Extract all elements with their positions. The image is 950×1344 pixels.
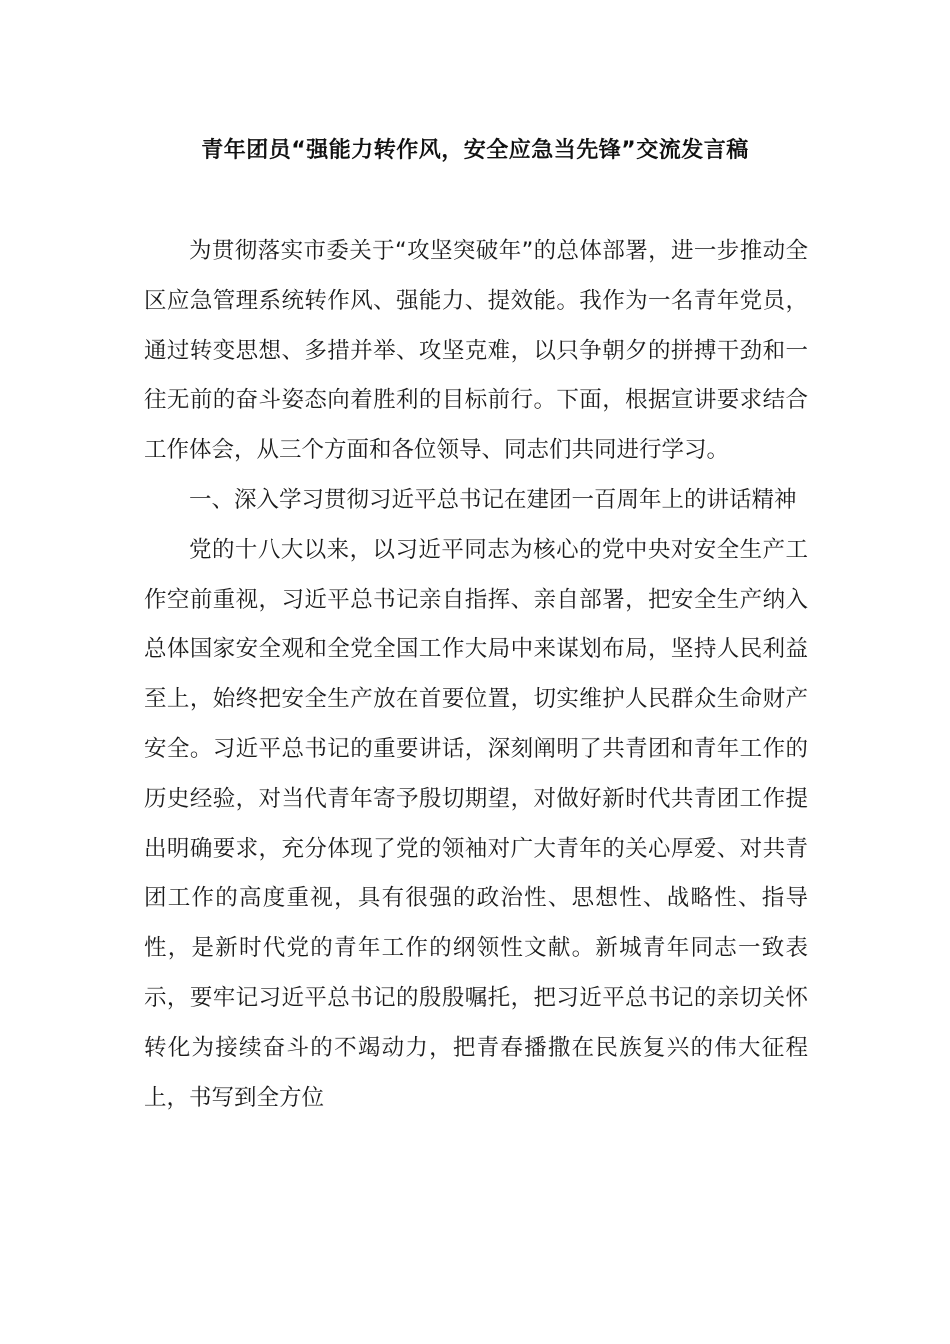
document-body — [144, 227, 808, 1123]
section-heading: 一、深入学习贯彻习近平总书记在建团一百周年上的讲话精神 — [189, 486, 797, 513]
document-title: 青年团员“强能力转作风，安全应急当先锋”交流发言稿 — [201, 138, 749, 163]
body-paragraph: 党的十八大以来，以习近平同志为核心的党中央对安全生产工作空前重视，习近平总书记亲自指挥、亲自部署，把安全生产纳入总体国家安全观和全党全国工作大局中来谋划布局，坚持人民利益至上，始终把安全生产放在首要位置，切实维护人民群众生命财产安全。习近平总书记的重要讲话，深刻阐明了共青团和青年工作的历史经验，对当代青年寄予殷切期望，对做好新时代共青团工作提出明确要求，充分体现了党的领袖对广大青年的关心厚爱、对共青团工作的高度重视，具有很强的政治性、思想性、战略性、指导性，是新时代党的青年工作的纲领性文献。新城青年同志一致表示，要牢记习近平总书记的殷殷嘱托，把习近平总书记的亲切关怀转化为接续奋斗的不竭动力，把青春播撒在民族复兴的伟大征程上，书写到全方位 — [144, 536, 808, 1111]
intro-paragraph: 为贯彻落实市委关于“攻坚突破年”的总体部署，进一步推动全区应急管理系统转作风、强能力、提效能。我作为一名青年党员，通过转变思想、多措并举、攻坚克难，以只争朝夕的拼搏干劲和一往无前的奋斗姿态向着胜利的目标前行。下面，根据宣讲要求结合工作体会，从三个方面和各位领导、同志们共同进行学习。 — [144, 238, 808, 464]
